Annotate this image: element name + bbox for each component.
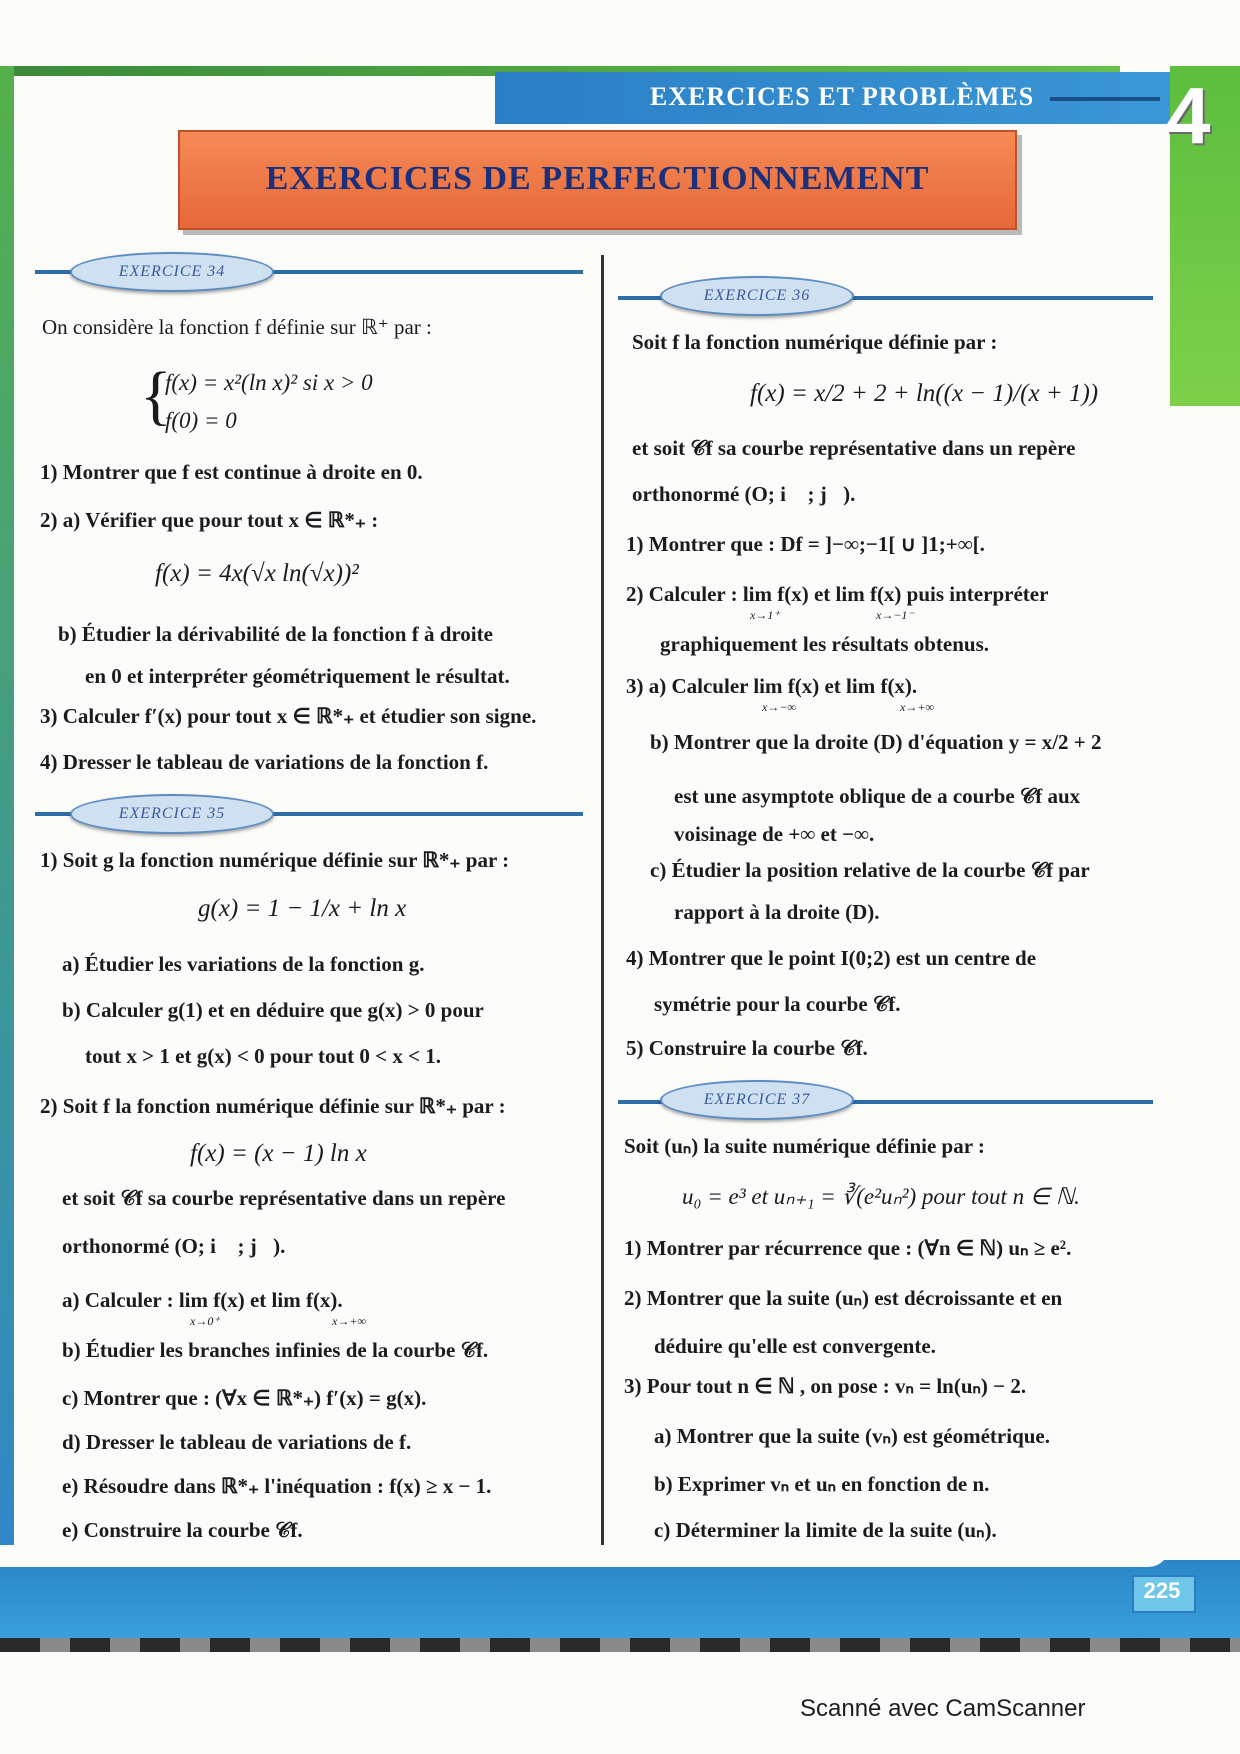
ex34-question-2b-line-1: b) Étudier la dérivabilité de la fonction f à droite [58, 622, 493, 646]
ex35-question-2d: d) Dresser le tableau de variations de f. [62, 1430, 412, 1454]
ex35-question-1b-line-1: b) Calculer g(1) et en déduire que g(x) > 0 pour [62, 998, 484, 1022]
ex35-limit-sub-2: x→+∞ [332, 1314, 366, 1328]
ex35-curve-line-2: orthonormé (O; i⃗ ; j⃗). [62, 1234, 286, 1258]
page-number: 225 [1143, 1578, 1181, 1603]
ex37-question-3c: c) Déterminer la limite de la suite (uₙ). [654, 1518, 997, 1542]
ex36-limit-sub-1: x→1⁺ [750, 608, 780, 622]
ex36-question-3b: b) Montrer que la droite (D) d'équation y = x/2 + 2 [650, 730, 1102, 754]
header-decor-line [1050, 97, 1160, 101]
ex34-intro: On considère la fonction f définie sur ℝ⁺ par : [42, 315, 432, 339]
left-margin-bar [0, 66, 14, 1546]
ex36-question-2-line-2: graphiquement les résultats obtenus. [660, 632, 990, 656]
ex35-limit-sub-1: x→0⁺ [190, 1314, 220, 1328]
ex35-question-1a: a) Étudier les variations de la fonction g. [62, 952, 425, 976]
ex36-question-3a: 3) a) Calculer lim f(x) et lim f(x). [626, 674, 918, 698]
ex37-intro: Soit (uₙ) la suite numérique définie par : [624, 1134, 985, 1158]
ex35-equation-g: g(x) = 1 − 1/x + ln x [198, 895, 407, 922]
ex35-question-2a: a) Calculer : lim f(x) et lim f(x). [62, 1288, 343, 1312]
chapter-number: 4 [1166, 71, 1211, 160]
ex34-system-line-1: f(x) = x²(ln x)² si x > 0 [165, 370, 373, 395]
ex36-equation: f(x) = x/2 + 2 + ln((x − 1)/(x + 1)) [750, 380, 1099, 407]
ex34-question-2a: 2) a) Vérifier que pour tout x ∈ ℝ*₊ : [40, 508, 379, 532]
ex37-question-3: 3) Pour tout n ∈ ℕ , on pose : vₙ = ln(uₙ) − 2. [624, 1374, 1027, 1398]
ex36-question-5: 5) Construire la courbe 𝒞f. [626, 1036, 868, 1060]
ex36-question-4-line-2: symétrie pour la courbe 𝒞f. [654, 992, 901, 1016]
section-banner [178, 130, 1017, 230]
ex35-question-2e-construct: e) Construire la courbe 𝒞f. [62, 1518, 303, 1542]
ex35-question-2e: e) Résoudre dans ℝ*₊ l'inéquation : f(x) ≥ x − 1. [62, 1474, 492, 1498]
ex37-question-3b: b) Exprimer vₙ et uₙ en fonction de n. [654, 1472, 990, 1496]
ex37-question-2: 2) Montrer que la suite (uₙ) est décroissante et en [624, 1286, 1063, 1310]
exercise-34-label: EXERCICE 34 [70, 252, 274, 292]
ex34-question-3: 3) Calculer f′(x) pour tout x ∈ ℝ*₊ et étudier son signe. [40, 704, 537, 728]
ex36-curve-line-2: orthonormé (O; i⃗ ; j⃗). [632, 482, 856, 506]
ex36-question-4: 4) Montrer que le point I(0;2) est un centre de [626, 946, 1037, 970]
system-brace: { [140, 359, 172, 432]
ex35-equation-f: f(x) = (x − 1) ln x [190, 1140, 367, 1167]
ex35-question-1b-line-2: tout x > 1 et g(x) < 0 pour tout 0 < x < 1. [85, 1044, 442, 1068]
ex37-question-2-line-2: déduire qu'elle est convergente. [654, 1334, 936, 1358]
ex34-system-line-2: f(0) = 0 [165, 408, 237, 433]
ex36-question-2: 2) Calculer : lim f(x) et lim f(x) puis interpréter [626, 582, 1049, 606]
exercise-35-label: EXERCICE 35 [70, 794, 274, 834]
ex36-intro: Soit f la fonction numérique définie par : [632, 330, 998, 354]
scan-edge-strip [0, 1638, 1240, 1652]
ex36-question-1: 1) Montrer que : Df = ]−∞;−1[ ∪ ]1;+∞[. [626, 532, 985, 556]
column-divider [601, 255, 604, 1545]
scanner-watermark: Scanné avec CamScanner [800, 1695, 1086, 1722]
footer-band [0, 1560, 1240, 1640]
ex37-question-1: 1) Montrer par récurrence que : (∀n ∈ ℕ) uₙ ≥ e². [624, 1236, 1072, 1260]
ex36-limit-sub-2: x→−1⁻ [876, 608, 914, 622]
ex35-question-2c: c) Montrer que : (∀x ∈ ℝ*₊) f′(x) = g(x). [62, 1386, 427, 1410]
ex34-question-2b-line-2: en 0 et interpréter géométriquement le résultat. [85, 664, 510, 688]
ex35-question-2b: b) Étudier les branches infinies de la courbe 𝒞f. [62, 1338, 489, 1362]
ex36-curve-line-1: et soit 𝒞f sa courbe représentative dans un repère [632, 436, 1076, 460]
ex35-curve-line-1: et soit 𝒞f sa courbe représentative dans un repère [62, 1186, 506, 1210]
footer-curve [0, 1545, 1170, 1567]
banner-title: EXERCICES DE PERFECTIONNEMENT [265, 160, 930, 197]
ex36-limit-sub-3: x→−∞ [762, 700, 796, 714]
ex35-question-1: 1) Soit g la fonction numérique définie sur ℝ*₊ par : [40, 848, 510, 872]
section-header-title: EXERCICES ET PROBLÈMES [650, 82, 1035, 111]
ex34-equation-2a: f(x) = 4x(√x ln(√x))² [155, 560, 359, 587]
ex35-question-2: 2) Soit f la fonction numérique définie sur ℝ*₊ par : [40, 1094, 506, 1118]
ex36-limit-sub-4: x→+∞ [900, 700, 934, 714]
ex36-question-3c-line-2: rapport à la droite (D). [674, 900, 880, 924]
ex37-question-3a: a) Montrer que la suite (vₙ) est géométrique. [654, 1424, 1051, 1448]
ex36-question-3b-line-2: est une asymptote oblique de a courbe 𝒞f aux [674, 784, 1081, 808]
ex36-question-3c: c) Étudier la position relative de la courbe 𝒞f par [650, 858, 1090, 882]
ex37-definition: u₀ = e³ et uₙ₊₁ = ∛(e²uₙ²) pour tout n ∈ ℕ. [682, 1184, 1080, 1209]
ex34-question-1: 1) Montrer que f est continue à droite en 0. [40, 460, 423, 484]
ex36-question-3b-line-3: voisinage de +∞ et −∞. [674, 822, 875, 846]
ex34-question-4: 4) Dresser le tableau de variations de la fonction f. [40, 750, 489, 774]
exercise-37-label: EXERCICE 37 [660, 1080, 854, 1120]
exercise-36-label: EXERCICE 36 [660, 276, 854, 316]
